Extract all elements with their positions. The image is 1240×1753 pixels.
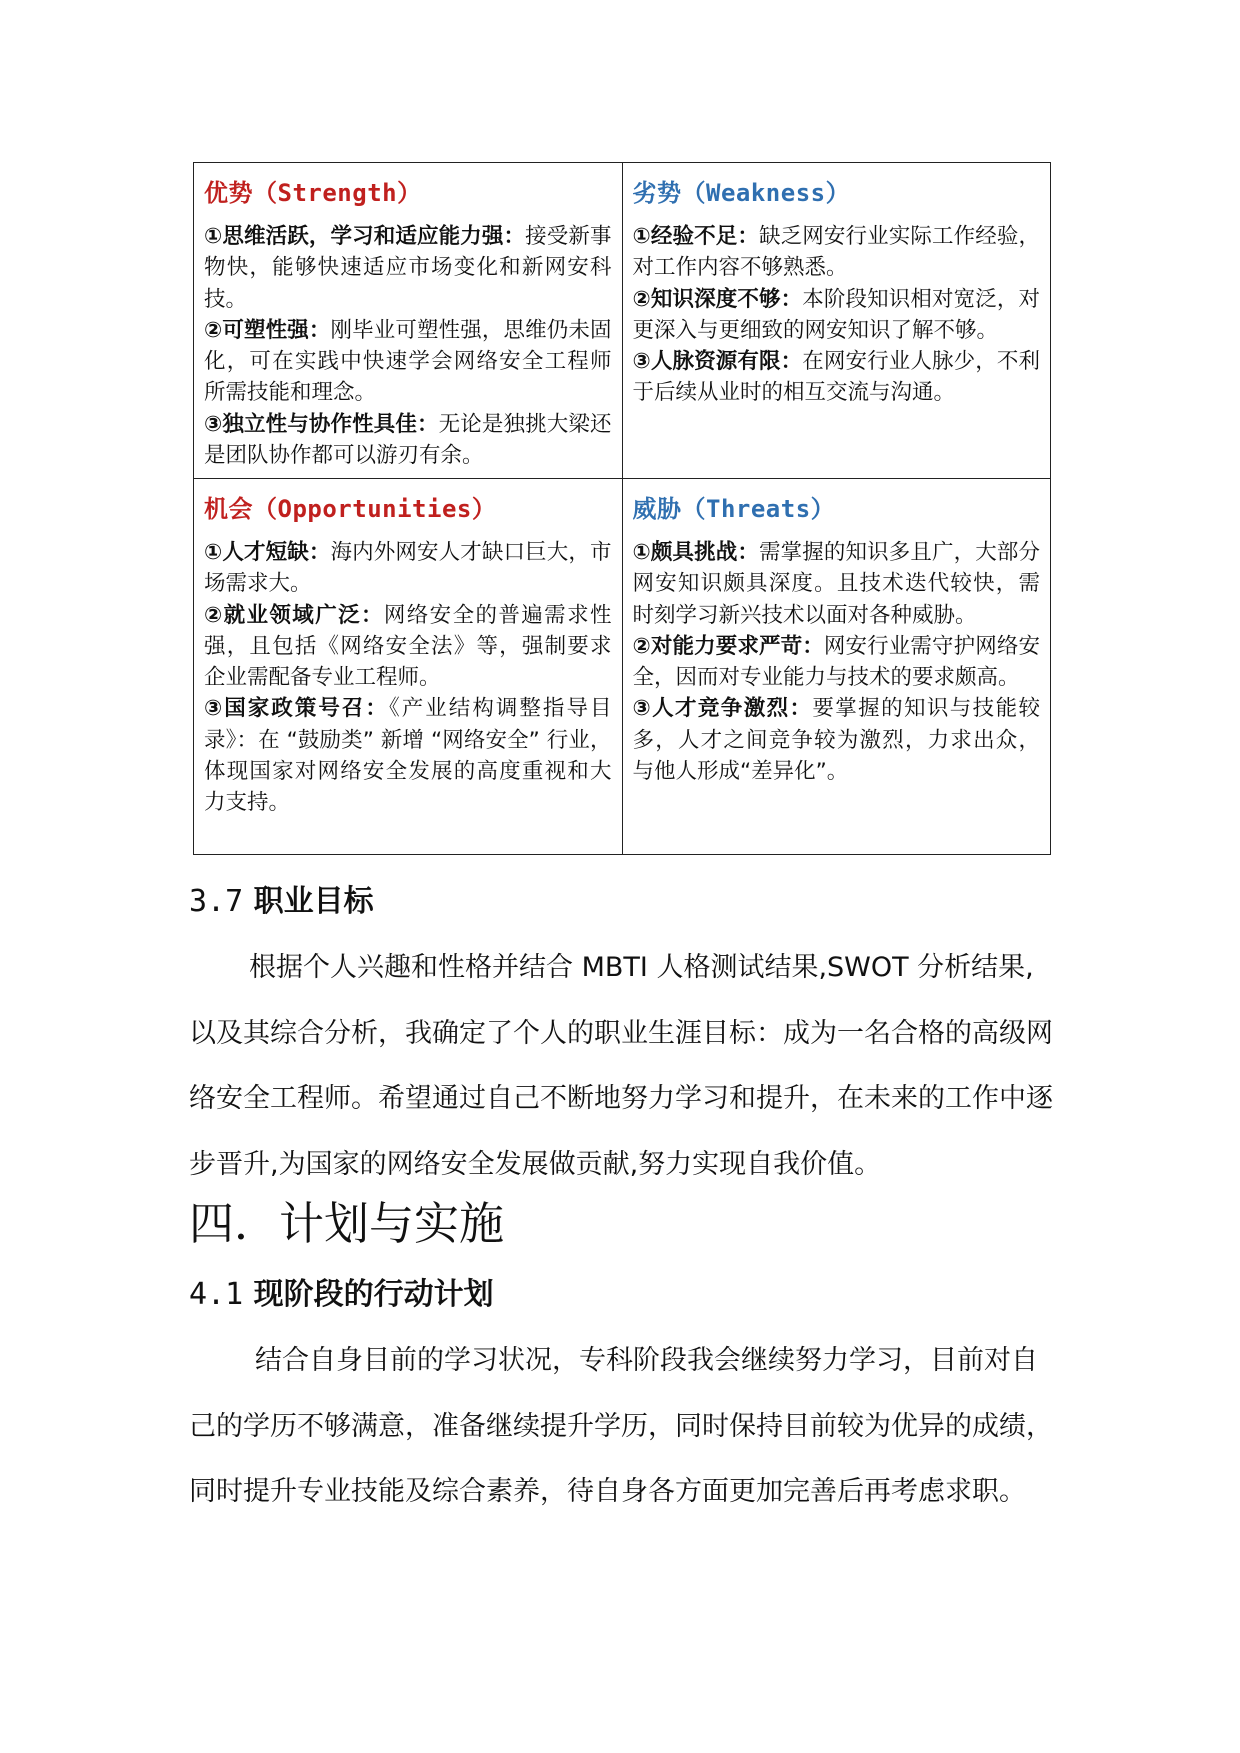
swot-opportunities-cell	[194, 479, 623, 855]
opportunities-item: ③国家政策号召：《产业结构调整指导目录》：在 “鼓励类” 新增 “网络安全” 行业，体现国家对网络安全发展的高度重视和大力支持。	[204, 696, 612, 816]
weakness-item: ①经验不足：缺乏网安行业实际工作经验，对工作内容不够熟悉。	[632, 224, 1040, 281]
swot-strength-cell	[194, 163, 623, 479]
weakness-item: ③人脉资源有限：在网安行业人脉少，不利于后续从业时的相互交流与沟通。	[632, 349, 1040, 406]
swot-weakness-cell	[622, 163, 1051, 479]
career-goal-paragraph: 根据个人兴趣和性格并结合 MBTI 人格测试结果,SWOT 分析结果,以及其综合分析，我确定了个人的职业生涯目标：成为一名合格的高级网络安全工程师。希望通过自己不断地努力学习和提升，在未来的工作中逐步晋升,为国家的网络安全发展做贡献,努力实现自我价值。	[189, 952, 1053, 1180]
threats-title: 威胁（Threats）	[632, 495, 836, 523]
section-number: 3.7	[189, 884, 244, 919]
section-title: 现阶段的行动计划	[253, 1277, 494, 1312]
opportunities-item: ①人才短缺：海内外网安人才缺口巨大，市场需求大。	[204, 540, 612, 597]
strength-item: ①思维活跃，学习和适应能力强：接受新事物快，能够快速适应市场变化和新网安科技。	[204, 224, 612, 312]
strength-item: ③独立性与协作性具佳：无论是独挑大梁还是团队协作都可以游刃有余。	[204, 411, 612, 469]
swot-threats-cell	[622, 479, 1051, 855]
section-title: 职业目标	[253, 884, 374, 919]
threats-item: ②对能力要求严苛：网安行业需守护网络安全，因而对专业能力与技术的要求颇高。	[632, 633, 1040, 691]
action-plan-paragraph: 结合自身目前的学习状况，专科阶段我会继续努力学习，目前对自己的学历不够满意，准备继续提升学历，同时保持目前较为优异的成绩，同时提升专业技能及综合素养，待自身各方面更加完善后再考虑求职。	[189, 1345, 1053, 1507]
threats-item: ③人才竞争激烈：要掌握的知识与技能较多，人才之间竞争较为激烈，力求出众，与他人形成“差异化”。	[632, 696, 1040, 785]
section-4-1-heading	[189, 1275, 494, 1315]
weakness-title: 劣势（Weakness）	[632, 179, 851, 207]
chapter-4-heading: 四．计划与实施	[189, 1197, 505, 1250]
opportunities-title: 机会（Opportunities）	[204, 495, 497, 523]
weakness-item: ②知识深度不够：本阶段知识相对宽泛，对更深入与更细致的网安知识了解不够。	[632, 286, 1040, 343]
strength-item: ②可塑性强：刚毕业可塑性强，思维仍未固化，可在实践中快速学会网络安全工程师所需技能和理念。	[204, 317, 612, 406]
strength-title: 优势（Strength）	[204, 179, 422, 207]
opportunities-item: ②就业领域广泛：网络安全的普遍需求性强，且包括《网络安全法》等，强制要求企业需配备专业工程师。	[204, 602, 612, 691]
threats-item: ①颇具挑战：需掌握的知识多且广，大部分网安知识颇具深度。且技术迭代较快，需时刻学习新兴技术以面对各种威胁。	[632, 540, 1040, 628]
section-3-7-heading	[189, 882, 374, 922]
section-number: 4.1	[189, 1277, 244, 1312]
swot-table	[193, 162, 1051, 855]
